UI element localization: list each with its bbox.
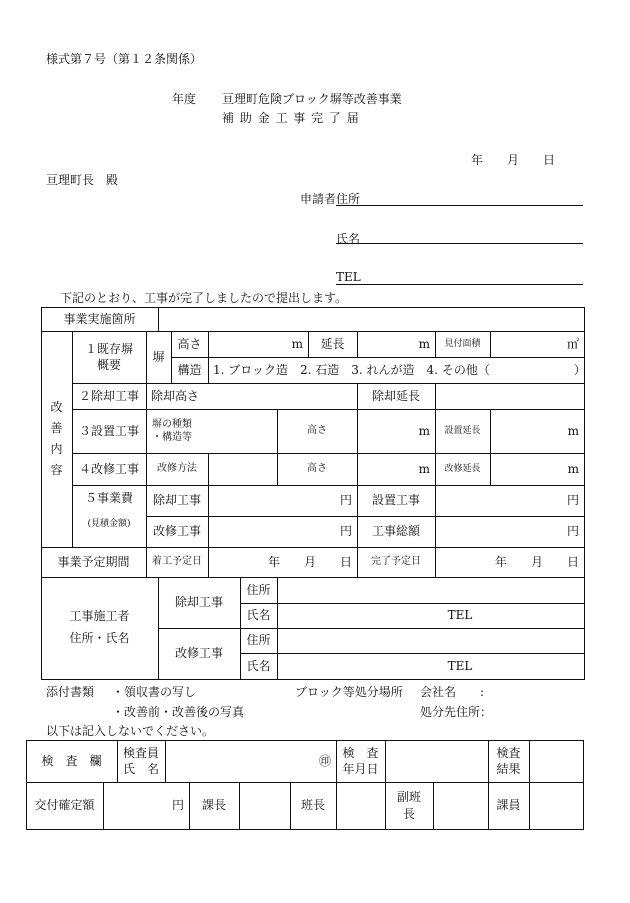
- cost-removal-field[interactable]: 円: [339, 493, 352, 508]
- cost-removal-label: 除却工事: [152, 493, 201, 508]
- submission-date: 年 月 日: [471, 153, 556, 167]
- removal-contractor-address-field[interactable]: [278, 578, 583, 602]
- inspection-date-field[interactable]: [386, 741, 487, 781]
- repair-method-label: 改修方法: [157, 463, 197, 475]
- contractor-repair-label: 改修工事: [174, 646, 223, 661]
- repair-contractor-address-label: 住所: [246, 633, 271, 648]
- repair-contractor-tel[interactable]: TEL: [447, 658, 473, 673]
- project-cost-note: (見積金額): [87, 518, 131, 529]
- inspector-seal[interactable]: ㊞: [318, 753, 331, 768]
- form-title: 補 助 金 工 事 完 了 届: [222, 111, 360, 125]
- repair-work-label: ４改修工事: [78, 461, 139, 476]
- contractor-removal-label: 除却工事: [174, 595, 223, 610]
- install-work-label: ３設置工事: [78, 423, 139, 438]
- repair-height-label: 高さ: [307, 463, 327, 475]
- sub-leader-label: 副班 長: [396, 790, 421, 821]
- removal-height-field[interactable]: [228, 384, 356, 408]
- attachments-label: 添付書類: [46, 685, 95, 699]
- inspection-result-field[interactable]: [530, 741, 582, 781]
- removal-contractor-name-label: 氏名: [246, 608, 271, 623]
- statement: 下記のとおり、工事が完了しましたので提出します。: [60, 291, 348, 305]
- removal-work-label: ２除却工事: [78, 388, 139, 403]
- start-date-field[interactable]: 年 月 日: [267, 554, 352, 569]
- end-date-field[interactable]: 年 月 日: [494, 554, 579, 569]
- repair-method-field[interactable]: [209, 454, 276, 484]
- grant-amount-label: 交付確定額: [34, 798, 95, 813]
- applicant-address-field[interactable]: [336, 205, 583, 206]
- repair-contractor-name-label: 氏名: [246, 658, 271, 673]
- disposal-site-label: ブロック等処分場所: [295, 685, 403, 699]
- start-date-label: 着工予定日: [152, 556, 202, 568]
- visible-area-field[interactable]: ㎡: [566, 336, 579, 351]
- repair-height-field[interactable]: m: [418, 461, 430, 476]
- fiscal-year-label: 年度: [172, 92, 197, 106]
- removal-length-field[interactable]: [436, 384, 583, 408]
- repair-length-label: 改修延長: [444, 463, 481, 474]
- fence-label: 塀: [152, 349, 165, 364]
- inspection-date-label: 検 査 年月日: [342, 745, 379, 776]
- attachment-photos: ・改善前・改善後の写真: [112, 705, 245, 719]
- fence-type-label: 塀の種類 ・構造等: [152, 418, 192, 443]
- length-label: 延長: [320, 336, 345, 351]
- inspector-name-label: 検査員 氏 名: [122, 745, 159, 776]
- section-chief-label: 課長: [201, 798, 226, 813]
- removal-contractor-address-label: 住所: [246, 582, 271, 597]
- repair-length-field[interactable]: m: [567, 461, 579, 476]
- height-field[interactable]: m: [291, 336, 303, 351]
- staff-label: 課員: [496, 798, 521, 813]
- length-field[interactable]: m: [418, 336, 430, 351]
- attachment-receipt: ・領収書の写し: [112, 685, 197, 699]
- disposal-address-label: 処分先住所：: [420, 705, 493, 719]
- project-name: 亘理町危険ブロック塀等改善事業: [222, 92, 402, 106]
- team-leader-label: 班長: [300, 798, 325, 813]
- install-height-field[interactable]: m: [418, 423, 430, 438]
- cost-repair-label: 改修工事: [152, 524, 201, 539]
- height-label: 高さ: [177, 336, 202, 351]
- section-chief-seal-field[interactable]: [240, 783, 289, 828]
- structure-label: 構造: [177, 362, 202, 377]
- grant-amount-field[interactable]: 円: [171, 798, 184, 813]
- improvement-section-label: 改 善 内 容: [50, 400, 63, 477]
- form-number: 様式第７号（第１２条関係）: [46, 52, 203, 66]
- structure-options[interactable]: 1. ブロック造 2. 石造 3. れんが造 4. その他（ ）: [213, 362, 586, 377]
- inspection-result-label: 検査 結果: [496, 745, 521, 776]
- applicant-address-label: 申請者住所: [300, 192, 361, 206]
- team-leader-seal-field[interactable]: [337, 783, 384, 828]
- install-height-label: 高さ: [307, 425, 327, 437]
- addressee: 亘理町長 殿: [46, 173, 119, 187]
- install-length-field[interactable]: m: [567, 423, 579, 438]
- visible-area-label: 見付面積: [444, 338, 481, 349]
- cost-total-field[interactable]: 円: [566, 524, 579, 539]
- contractor-label: 工事施工者 住所・氏名: [69, 609, 130, 645]
- applicant-name-label: 氏名: [336, 232, 361, 246]
- removal-length-label: 除却延長: [371, 388, 420, 403]
- end-date-label: 完了予定日: [371, 556, 421, 568]
- cost-install-field[interactable]: 円: [566, 493, 579, 508]
- applicant-name-field[interactable]: [336, 243, 583, 244]
- staff-seal-field[interactable]: [530, 783, 582, 828]
- cost-install-label: 設置工事: [371, 493, 420, 508]
- removal-contractor-tel[interactable]: TEL: [447, 608, 473, 623]
- period-label: 事業予定期間: [57, 554, 130, 569]
- disposal-company-label: 会社名 :: [420, 685, 485, 699]
- inspection-label: 検 査 欄: [41, 753, 102, 768]
- sub-leader-seal-field[interactable]: [434, 783, 487, 828]
- install-length-label: 設置延長: [444, 425, 481, 436]
- existing-fence-label: １既存塀 概要: [84, 341, 133, 372]
- cost-total-label: 工事総額: [371, 524, 420, 539]
- fence-type-field[interactable]: [200, 410, 276, 452]
- applicant-tel-label: TEL: [336, 270, 361, 284]
- office-use-note: 以下は記入しないでください。: [46, 724, 215, 738]
- applicant-tel-field[interactable]: [336, 284, 583, 285]
- site-label: 事業実施箇所: [63, 311, 136, 326]
- removal-height-label: 除却高さ: [151, 388, 200, 403]
- repair-contractor-address-field[interactable]: [278, 629, 583, 652]
- site-field[interactable]: [159, 308, 583, 330]
- cost-repair-field[interactable]: 円: [339, 524, 352, 539]
- project-cost-label: ５事業費: [84, 490, 133, 505]
